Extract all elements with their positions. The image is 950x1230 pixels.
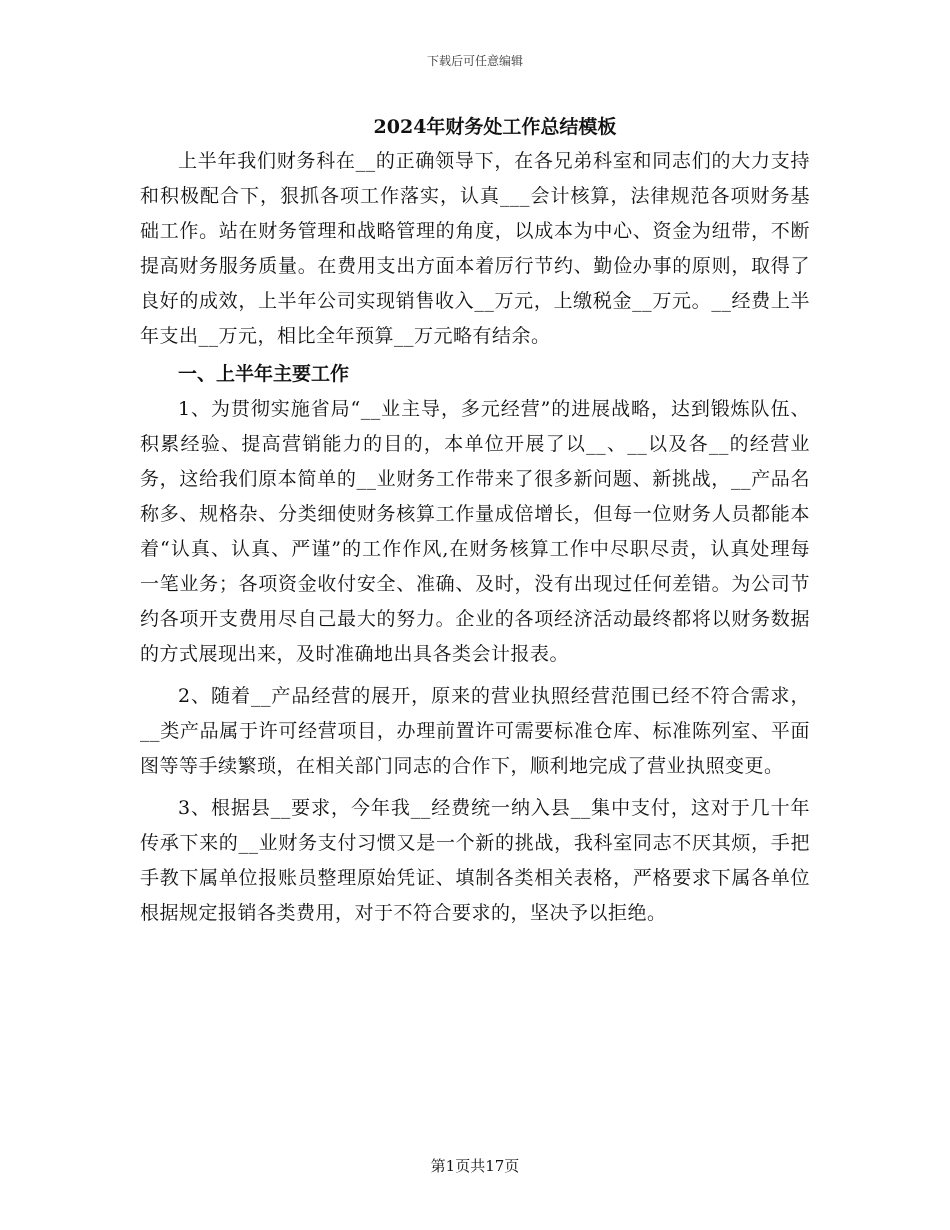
- item-1-paragraph: 1、为贯彻实施省局“__业主导，多元经营”的进展战略，达到锻炼队伍、积累经验、提高营销能力的目的，本单位开展了以__、__以及各__的经营业务，这给我们原本简单的__业财务工作带来了很多新问题、新挑战，__产品名称多、规格杂、分类细使财务核算工作量成倍增长，但每一位财务人员都能本着“认真、认真、严谨”的工作作风,在财务核算工作中尽职尽责，认真处理每一笔业务；各项资金收付安全、准确、及时，没有出现过任何差错。为公司节约各项开支费用尽自己最大的努力。企业的各项经济活动最终都将以财务数据的方式展现出来，及时准确地出具各类会计报表。: [140, 398, 810, 665]
- intro-paragraph: 上半年我们财务科在__的正确领导下，在各兄弟科室和同志们的大力支持和积极配合下，狠抓各项工作落实，认真___会计核算，法律规范各项财务基础工作。站在财务管理和战略管理的角度，以成本为中心、资金为纽带，不断提高财务服务质量。在费用支出方面本着厉行节约、勤俭办事的原则，取得了良好的成效，上半年公司实现销售收入__万元，上缴税金__万元。__经费上半年支出__万元，相比全年预算__万元略有结余。: [140, 150, 810, 347]
- document-title: 2024年财务处工作总结模板: [373, 116, 617, 138]
- page-footer: 第1页共17页: [430, 1157, 520, 1175]
- document-body: [140, 110, 810, 931]
- item-3-paragraph: 3、根据县__要求，今年我__经费统一纳入县__集中支付，这对于几十年传承下来的__业财务支付习惯又是一个新的挑战，我科室同志不厌其烦，手把手教下属单位报账员整理原始凭证、填制各类相关表格，严格要求下属各单位根据规定报销各类费用，对于不符合要求的，坚决予以拒绝。: [140, 797, 810, 924]
- item-2-paragraph: 2、随着__产品经营的展开，原来的营业执照经营范围已经不符合需求，__类产品属于许可经营项目，办理前置许可需要标准仓库、标准陈列室、平面图等等手续繁琐，在相关部门同志的合作下，顺利地完成了营业执照变更。: [140, 685, 810, 777]
- page-header: 下载后可任意编辑: [426, 54, 523, 68]
- section-heading: 一、上半年主要工作: [178, 363, 350, 385]
